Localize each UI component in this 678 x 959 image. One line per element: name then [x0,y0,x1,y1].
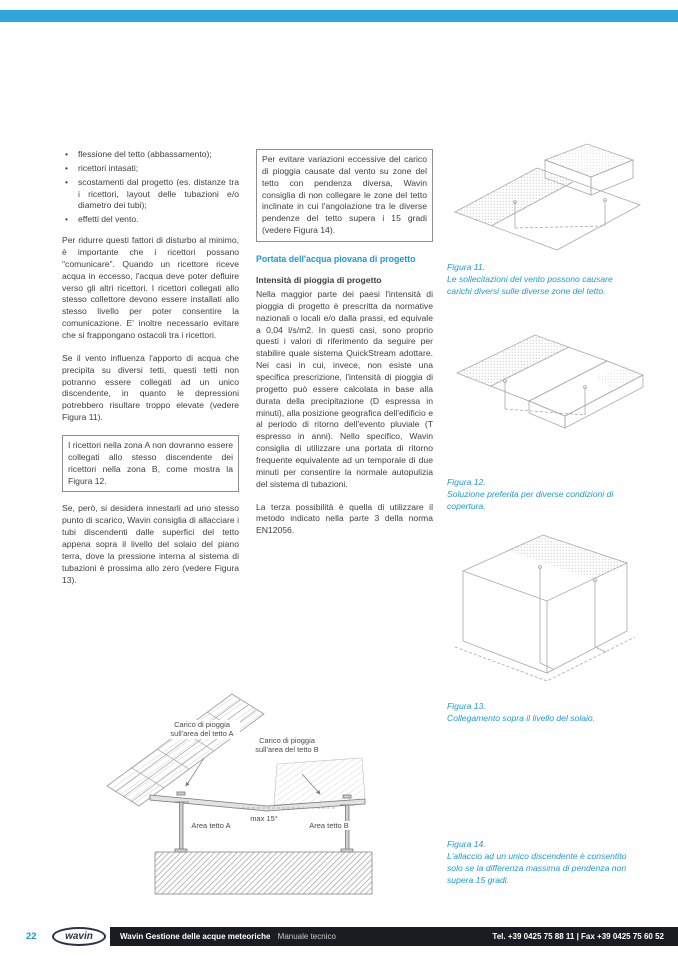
figure-caption-text: L'allaccio ad un unico discendente è consentito solo se la differenza massima di pendenza non supera 15 gradi. [447,851,627,886]
bullet-icon: • [65,176,69,187]
figure-12-drawing [445,315,650,455]
figure-caption-text: Le sollecitazioni del vento possono causare carichi diversi sulle diverse zone del tetto. [447,274,613,297]
diagram-label-load-a: Carico di pioggia sull'area del tetto A [164,720,240,739]
figure-13-drawing [445,525,650,690]
figure-caption-text: Soluzione preferita per diverse condizioni di copertura. [447,489,614,512]
footer-bar [110,927,678,946]
figure-12 [445,315,650,455]
bullet-text: scostamenti dal progetto (es. distanze tra i ricettori, layout delle tubazioni e/o diametro dei tubi); [78,176,239,211]
wavin-logo-text: wavin [65,931,93,942]
list-item [62,177,239,213]
paragraph: La terza possibilità è quella di utilizzare il metodo indicato nella parte 3 della norma EN12056. [256,501,433,536]
footer-title-bold: Wavin Gestione delle acque meteoriche [120,932,271,941]
bullet-icon: • [65,162,69,173]
bullet-icon: • [65,214,69,225]
list-item [62,163,239,175]
section-heading: Portata dell'acqua piovana di progetto [256,254,416,265]
top-accent-bar [0,10,678,22]
figure-label: Figura 13. [447,701,486,711]
bullet-text: flessione del tetto (abbassamento); [78,149,212,159]
footer-title [110,932,336,941]
figure-label: Figura 14. [447,839,486,849]
middle-column [256,149,433,548]
paragraph: Per ridurre questi fattori di disturbo al minimo, è importante che i ricettori possano "comunicare". Quando un ricettore riceve acqua in eccesso, l'acqua deve poter defluire verso gli altri ricettori. I ricettori collegati allo stesso collettore devono essere installati allo stesso livello per poter consentire la comunicazione. E' inoltre necessario evitare che si frappongano ostacoli tra i ricettori. [62,235,239,341]
list-item [62,214,239,226]
list-item [62,149,239,161]
figure-12-caption [447,476,639,512]
diagram-label-load-b: Carico di pioggia sull'area del tetto B [250,736,324,755]
diagram-label-max-angle: max 15° [242,814,286,823]
bullet-icon: • [65,149,69,159]
figure-11-caption [447,261,639,297]
bullet-list [62,149,239,226]
footer-title-regular: Manuale tecnico [277,932,336,941]
figure-13 [445,525,650,690]
figure-11-drawing [445,140,650,258]
recommendation-box: Per evitare variazioni eccessive del carico di pioggia causate dal vento su zone del tetto con pendenza diversa, Wavin consiglia di non collegare le zone del tetto inclinate in cui l'angolazione tra le diverse pendenze del tetto supera i 15 gradi (vedere Figura 14). [256,149,433,242]
figure-11 [445,140,650,258]
figure-14-diagram [92,686,437,916]
left-column [62,149,239,598]
figure-label: Figura 12. [447,477,486,487]
recommendation-box: I ricettori nella zona A non dovranno essere collegati allo stesso discendente dei ricettori nella zona B, come mostra la Figura 12. [62,435,239,492]
wavin-logo [52,927,106,946]
diagram-label-area-b: Area tetto B [304,821,354,830]
paragraph: Se il vento influenza l'apporto di acqua che precipita su diversi tetti, questi tetti non potranno essere collegati ad un unico discendente, in quanto le depressioni potrebbero risultare troppo elevate (vedere Figura 11). [62,352,239,423]
page-number: 22 [26,931,37,942]
figure-caption-text: Collegamento sopra il livello del solaio. [447,713,596,724]
bullet-text: ricettori intasati; [78,162,139,173]
figure-13-caption [447,700,639,724]
figure-14-drawing [92,686,437,916]
bullet-text: effetti del vento. [78,214,139,225]
figure-label: Figura 11. [447,262,486,272]
paragraph: Nella maggior parte dei paesi l'intensità di pioggia di progetto è prescritta da normative nazionali o locali e/o dalla prassi, ed equivale a 0,04 l/s/m2. In questi casi, sono proprio questi i valori di riferimento da seguire per stabilire quale sistema QuickStream adottare. Nei casi in cui, invece, non esiste una specifica prescrizione, l'intensità di pioggia di progetto può essere calcolata in base alla durata della precipitazione (D espressa in minuti), alla posizione geografica dell'edificio e al periodo di ritorno dell'evento pluviale (T espresso in anni). Nello specifico, Wavin consiglia di utilizzare una portata di ritorno frequente equivalente ad un temporale di due minuti per consentire la normale autopulizia del sistema di tubazioni. [256,289,433,489]
footer-contact: Tel. +39 0425 75 88 11 | Fax +39 0425 75 60 52 [492,932,664,941]
paragraph: Se, però, si desidera innestarli ad uno stesso punto di scarico, Wavin consiglia di allacciare i tubi discendenti dalle superfici del tetto appena sopra il livello del solaio del piano terra, dove la pressione interna al sistema di tubazioni è prossima allo zero (vedere Figura 13). [62,503,239,585]
figure-14-caption [447,838,639,886]
subsection-heading: Intensità di pioggia di progetto [256,275,382,286]
diagram-label-area-a: Area tetto A [186,821,236,830]
